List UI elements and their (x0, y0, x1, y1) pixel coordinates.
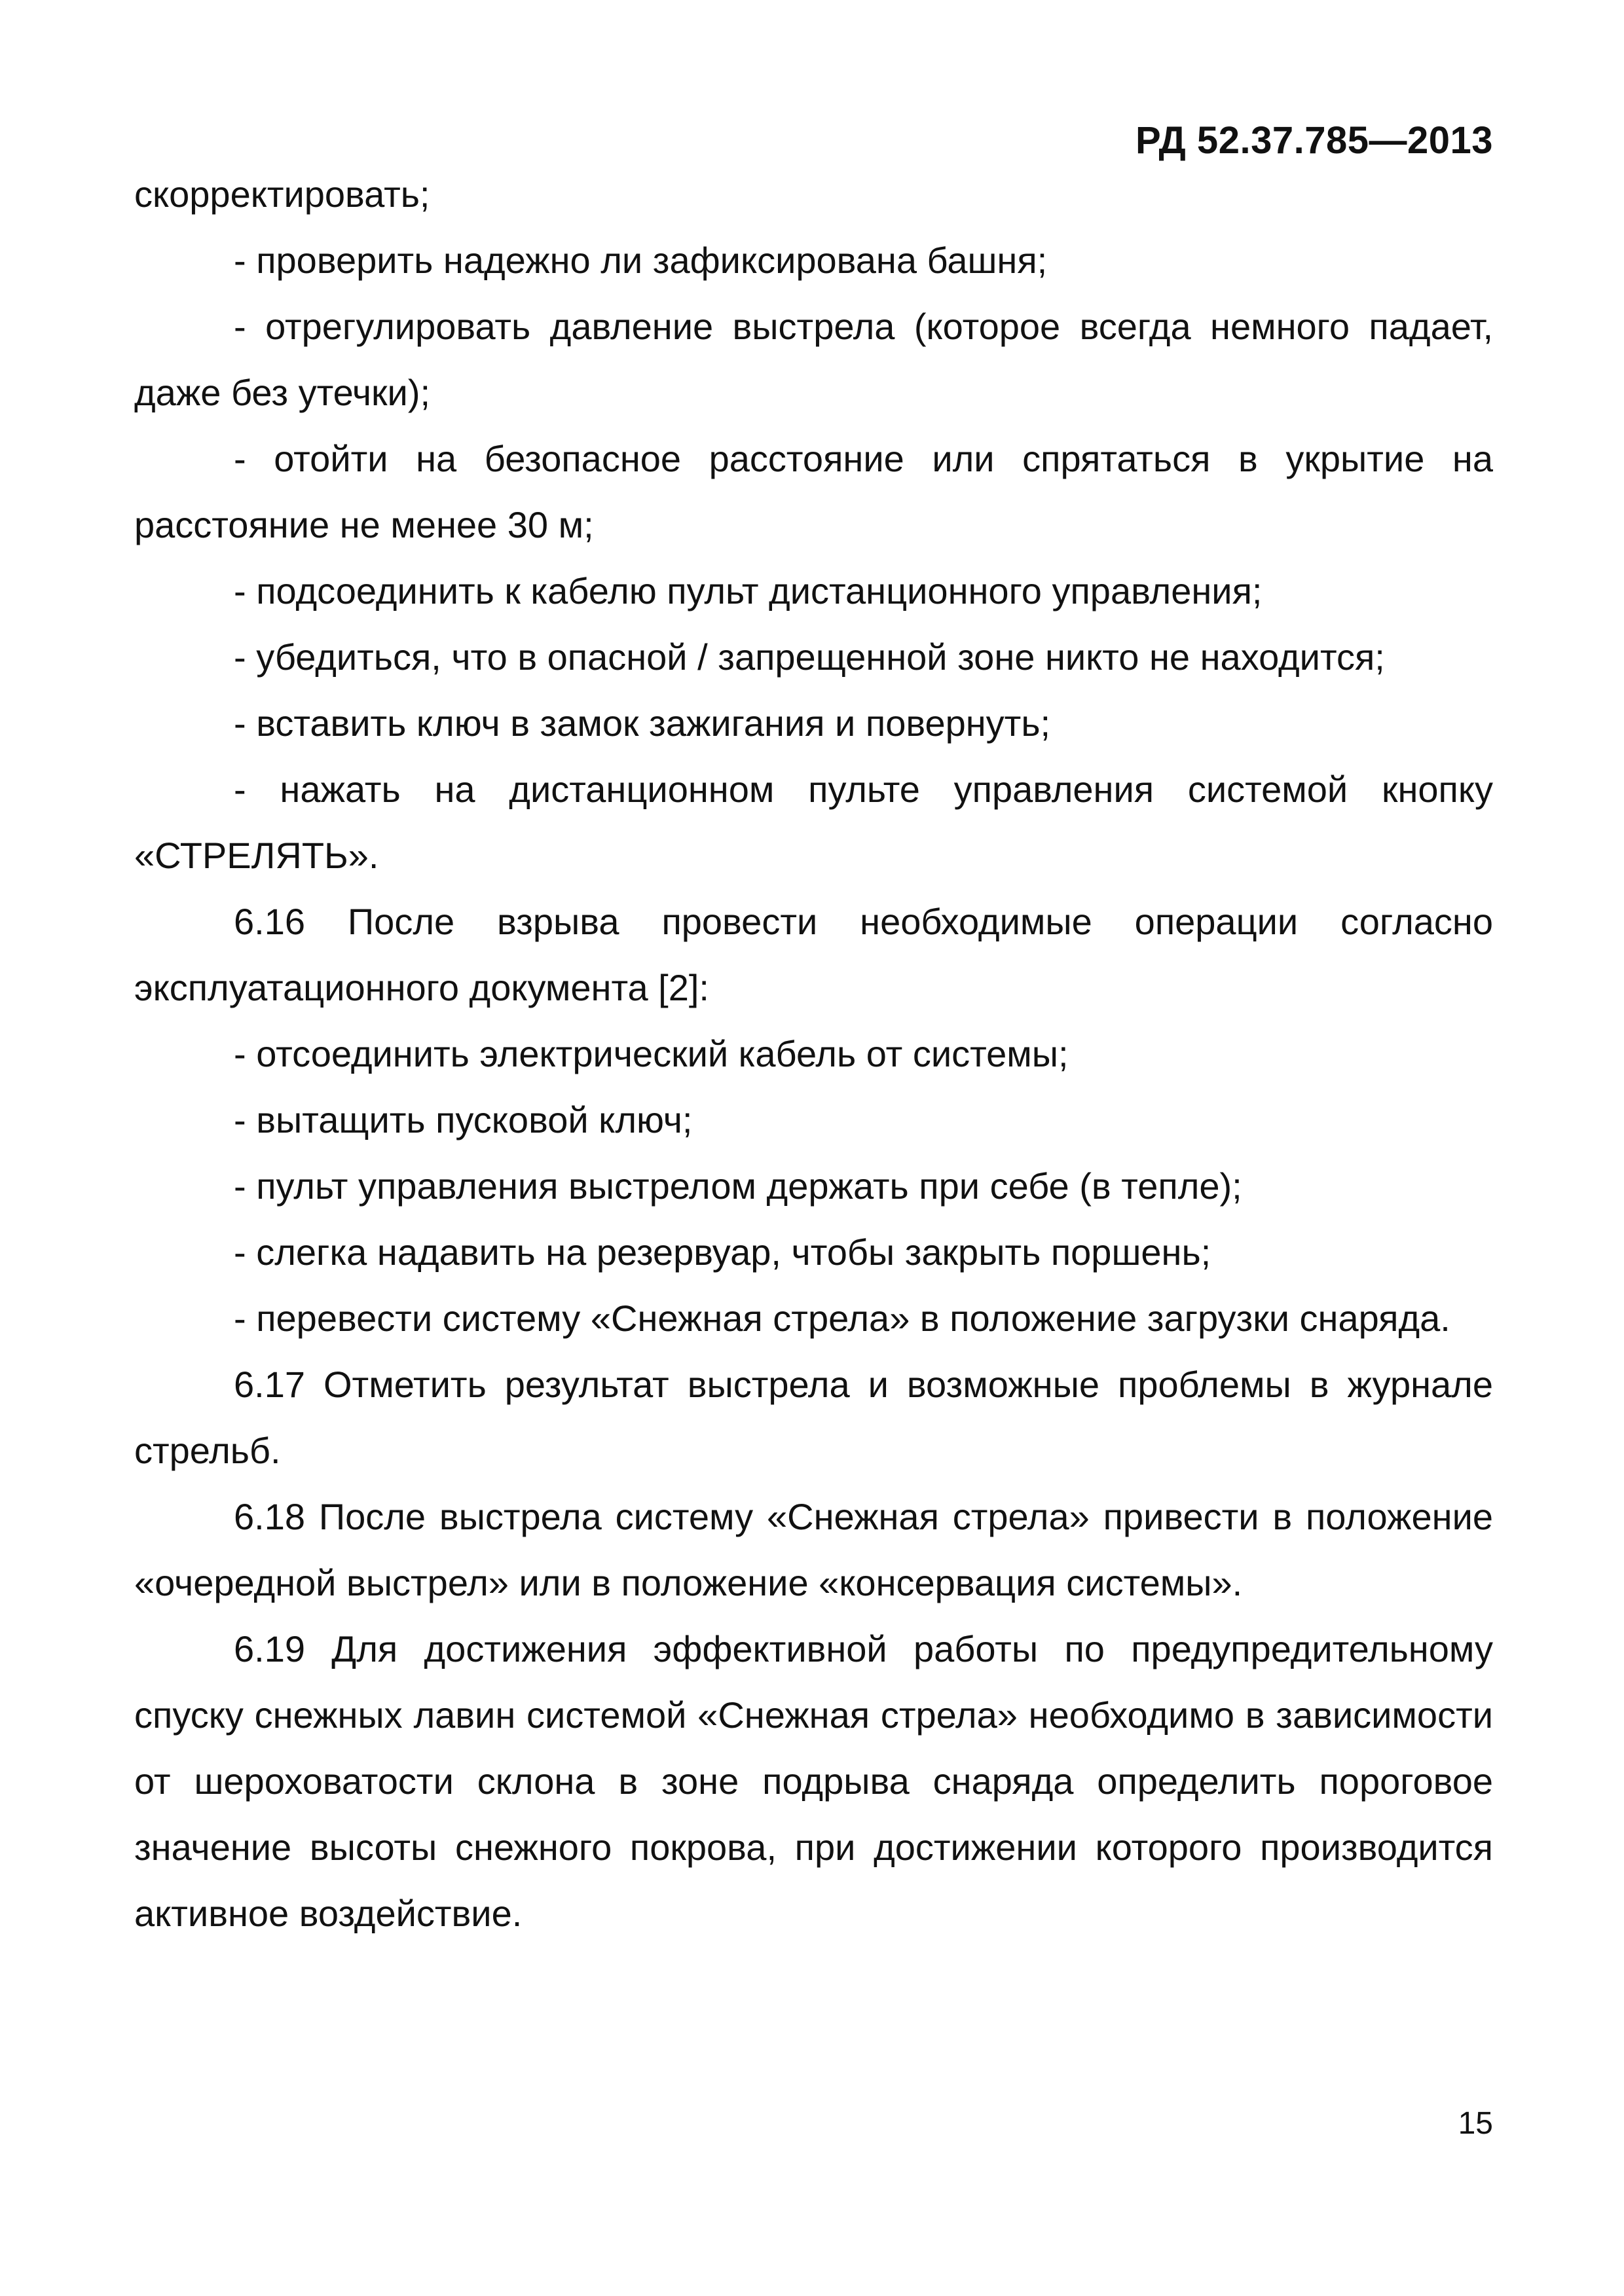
list-item-remove-key: - вытащить пусковой ключ; (234, 1099, 693, 1140)
document-body (134, 161, 1493, 1946)
list-item-press-tank: - слегка надавить на резервуар, чтобы закрыть поршень; (234, 1231, 1211, 1273)
list-item-adjust-pressure: - отрегулировать давление выстрела (которое всегда немного падает, даже без утечки); (134, 306, 1493, 413)
section-6-16: 6.16 После взрыва провести необходимые операции согласно эксплуатационного документа [2]: (134, 901, 1493, 1008)
list-item-loading-position: - перевести систему «Снежная стрела» в положение загрузки снаряда. (234, 1298, 1450, 1339)
list-item-check-zone: - убедиться, что в опасной / запрещенной зоне никто не находится; (234, 636, 1385, 678)
page-number: 15 (1458, 2106, 1493, 2141)
list-item-keep-remote: - пульт управления выстрелом держать при себе (в тепле); (234, 1165, 1242, 1207)
list-item-disconnect-cable: - отсоединить электрический кабель от системы; (234, 1033, 1069, 1074)
list-item-safe-distance: - отойти на безопасное расстояние или спрятаться в укрытие на расстояние не менее 30 м; (134, 438, 1493, 545)
paragraph-continuation: скорректировать; (134, 173, 430, 215)
document-code: РД 52.37.785—2013 (1135, 119, 1493, 162)
list-item-connect-remote: - подсоединить к кабелю пульт дистанционного управления; (234, 570, 1263, 611)
section-6-18: 6.18 После выстрела систему «Снежная стрела» привести в положение «очередной выстрел» или в положение «консервация системы». (134, 1496, 1493, 1603)
list-item-insert-key: - вставить ключ в замок зажигания и повернуть; (234, 702, 1051, 744)
section-6-19: 6.19 Для достижения эффективной работы по предупредительному спуску снежных лавин системой «Снежная стрела» необходимо в зависимости от шероховатости склона в зоне подрыва снаряда определить пороговое значение высоты снежного покрова, при достижении которого производится активное воздействие. (134, 1628, 1493, 1934)
list-item-check-tower: - проверить надежно ли зафиксирована башня; (234, 240, 1048, 281)
list-item-press-fire: - нажать на дистанционном пульте управления системой кнопку «СТРЕЛЯТЬ». (134, 769, 1493, 876)
section-6-17: 6.17 Отметить результат выстрела и возможные проблемы в журнале стрельб. (134, 1364, 1493, 1471)
